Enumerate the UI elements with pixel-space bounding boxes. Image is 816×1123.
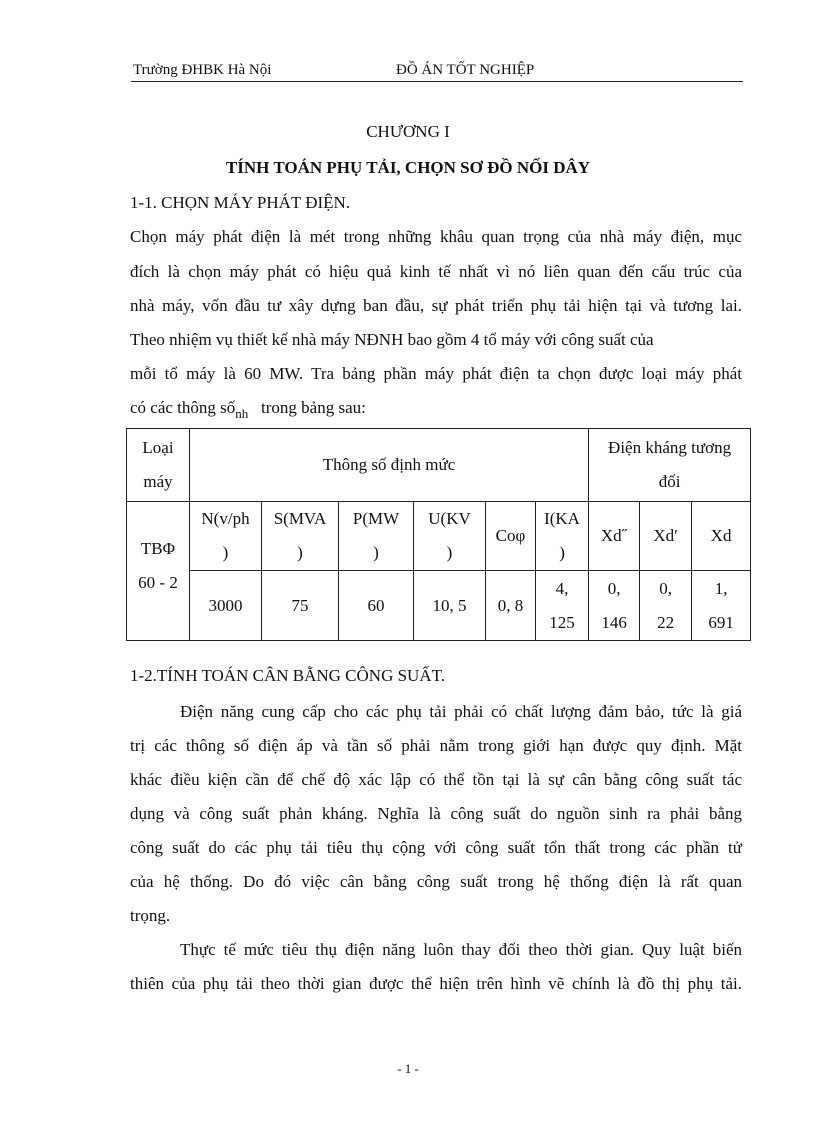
param-value: 75	[262, 571, 339, 641]
paragraph-line: trị các thông số điện áp và tần số phải nằm trong giới hạn được quy định. Mặt	[130, 736, 742, 755]
param-value: 0, 8	[486, 571, 536, 641]
param-value: 1, 691	[692, 571, 751, 641]
paragraph-line: dụng và công suất phản kháng. Nghĩa là công suất do nguồn sinh ra phải bằng	[130, 804, 742, 823]
page-number: - 1 -	[397, 1061, 419, 1076]
param-label: Xd	[692, 502, 751, 571]
paragraph-line: trọng.	[130, 906, 171, 925]
param-label: Coφ	[486, 502, 536, 571]
header-cell-reactance: Điện kháng tương đối	[589, 429, 751, 502]
header-school: Trường ĐHBK Hà Nội	[133, 62, 272, 78]
paragraph-line: nhà máy, vốn đầu tư xây dựng ban đầu, sự phát triển phụ tải hiện tại và tương lai.	[130, 296, 742, 315]
paragraph-line: của hệ thống. Do đó việc cân bằng công suất trong hệ thống điện là rất quan	[130, 872, 742, 891]
param-value: 4, 125	[536, 571, 589, 641]
param-label: U(KV )	[414, 502, 486, 571]
paragraph-line: mỗi tổ máy là 60 MW. Tra bảng phần máy phát điện ta chọn được loại máy phát	[130, 364, 742, 383]
paragraph-line: Điện năng cung cấp cho các phụ tải phải có chất lượng đảm bảo, tức là giá	[180, 702, 742, 721]
type-cell: TBΦ 60 - 2	[127, 502, 190, 641]
param-value: 0, 146	[589, 571, 640, 641]
param-value: 3000	[190, 571, 262, 641]
header-cell-type: Loại máy	[127, 429, 190, 502]
param-label: S(MVA )	[262, 502, 339, 571]
paragraph-line	[130, 398, 742, 421]
paragraph-line: công suất do các phụ tải tiêu thụ cộng với công suất tổn thất trong các phần tử	[130, 838, 742, 857]
text-fragment: trong bảng sau:	[261, 398, 366, 417]
section2-heading: 1-2.TÍNH TOÁN CÂN BẰNG CÔNG SUẤT.	[130, 666, 445, 685]
param-value: 60	[339, 571, 414, 641]
paragraph-line: Theo nhiệm vụ thiết kế nhà máy NĐNH bao gồm 4 tổ máy với công suất của	[130, 330, 654, 349]
header-title: ĐỒ ÁN TỐT NGHIỆP	[396, 62, 535, 78]
generator-table	[126, 428, 751, 641]
chapter-label: CHƯƠNG I	[366, 122, 450, 141]
param-label: N(v/ph )	[190, 502, 262, 571]
header-cell-rated: Thông số định mức	[190, 429, 589, 502]
param-value: 10, 5	[414, 571, 486, 641]
header-rule	[131, 81, 743, 82]
param-label: Xdʹ	[640, 502, 692, 571]
chapter-title: TÍNH TOÁN PHỤ TẢI, CHỌN SƠ ĐỒ NỐI DÂY	[225, 158, 591, 177]
paragraph-line: Chọn máy phát điện là mét trong những khâu quan trọng của nhà máy điện, mục	[130, 227, 742, 246]
paragraph-line: khác điều kiện cần để chế độ xác lập có thể tồn tại là sự cân bằng công suất tác	[130, 770, 742, 789]
subscript: nh	[235, 406, 249, 421]
text-fragment: có các thông số	[130, 398, 236, 417]
param-value: 0, 22	[640, 571, 692, 641]
section1-heading: 1-1. CHỌN MÁY PHÁT ĐIỆN.	[130, 193, 351, 212]
paragraph-line: đích là chọn máy phát có hiệu quả kinh tế nhất vì nó liên quan đến cấu trúc của	[130, 262, 742, 281]
paragraph-line: Thực tế mức tiêu thụ điện năng luôn thay đổi theo thời gian. Quy luật biến	[180, 940, 742, 959]
param-label: Xd˝	[589, 502, 640, 571]
param-label: I(KA )	[536, 502, 589, 571]
paragraph-line: thiên của phụ tải theo thời gian được thể hiện trên hình vẽ chính là đồ thị phụ tải.	[130, 974, 742, 993]
param-label: P(MW )	[339, 502, 414, 571]
